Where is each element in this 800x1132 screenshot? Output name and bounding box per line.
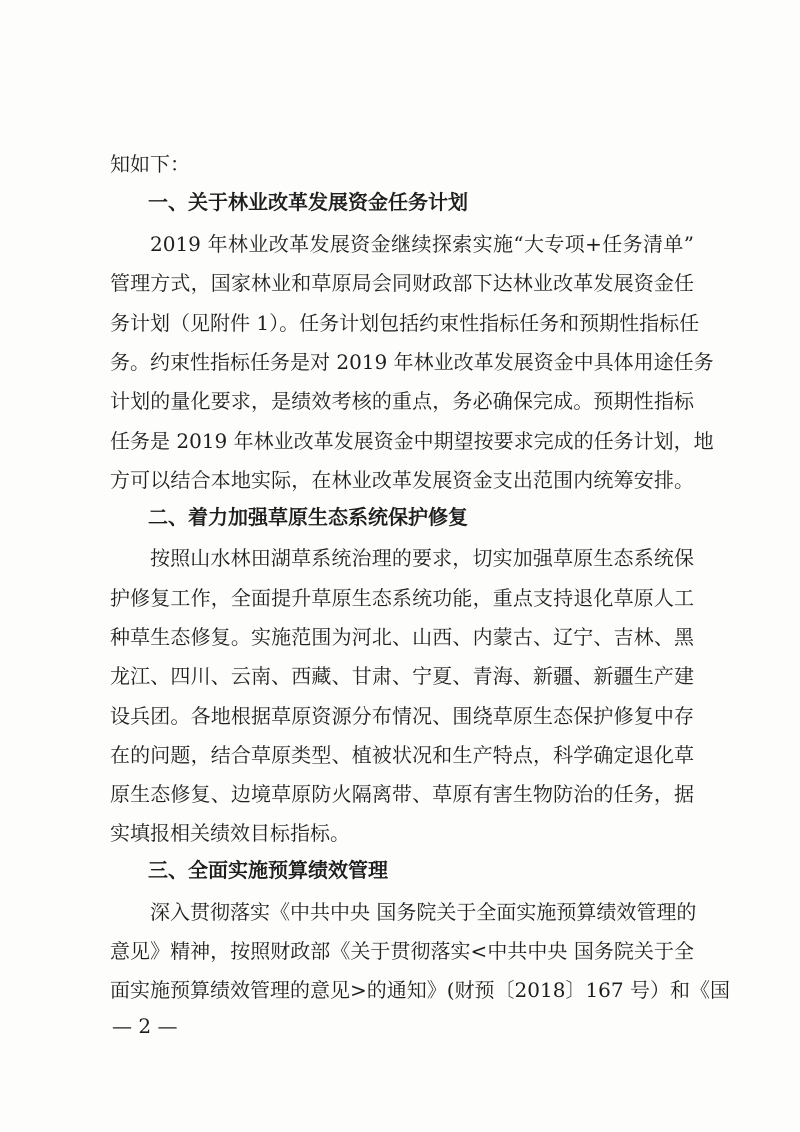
- paragraph-line: 设兵团。各地根据草原资源分布情况、围绕草原生态保护修复中存: [110, 704, 694, 728]
- paragraph-line: 面实施预算绩效管理的意见>的通知》(财预〔2018〕167 号）和《国: [110, 978, 730, 1002]
- paragraph-line: 按照山水林田湖草系统治理的要求，切实加强草原生态系统保: [150, 546, 694, 570]
- paragraph-line: 意见》精神，按照财政部《关于贯彻落实<中共中央 国务院关于全: [110, 939, 694, 963]
- paragraph-line: 管理方式，国家林业和草原局会同财政部下达林业改革发展资金任: [110, 271, 694, 295]
- paragraph-line: 任务是 2019 年林业改革发展资金中期望按要求完成的任务计划，地: [110, 429, 714, 453]
- paragraph-line: 龙江、四川、云南、西藏、甘肃、宁夏、青海、新疆、新疆生产建: [110, 664, 694, 688]
- paragraph-line: 种草生态修复。实施范围为河北、山西、内蒙古、辽宁、吉林、黑: [110, 625, 694, 649]
- section-heading-2: 二、着力加强草原生态系统保护修复: [148, 505, 468, 529]
- paragraph-line: 深入贯彻落实《中共中央 国务院关于全面实施预算绩效管理的: [150, 900, 697, 924]
- page-number: — 2 —: [112, 1014, 178, 1038]
- paragraph-line: 知如下：: [110, 152, 190, 176]
- paragraph-line: 2019 年林业改革发展资金继续探索实施“大专项+任务清单”: [150, 232, 694, 256]
- paragraph-line: 实填报相关绩效目标指标。: [110, 821, 350, 845]
- paragraph-line: 务计划（见附件 1）。任务计划包括约束性指标任务和预期性指标任: [110, 311, 700, 335]
- paragraph-line: 护修复工作，全面提升草原生态系统功能，重点支持退化草原人工: [110, 586, 694, 610]
- paragraph-line: 在的问题，结合草原类型、植被状况和生产特点，科学确定退化草: [110, 743, 694, 767]
- paragraph-line: 计划的量化要求，是绩效考核的重点，务必确保完成。预期性指标: [110, 389, 694, 413]
- paragraph-line: 务。约束性指标任务是对 2019 年林业改革发展资金中具体用途任务: [110, 350, 714, 374]
- section-heading-1: 一、关于林业改革发展资金任务计划: [148, 190, 468, 214]
- section-heading-3: 三、全面实施预算绩效管理: [148, 858, 388, 882]
- paragraph-line: 原生态修复、边境草原防火隔离带、草原有害生物防治的任务，据: [110, 782, 694, 806]
- paragraph-line: 方可以结合本地实际，在林业改革发展资金支出范围内统筹安排。: [110, 468, 694, 492]
